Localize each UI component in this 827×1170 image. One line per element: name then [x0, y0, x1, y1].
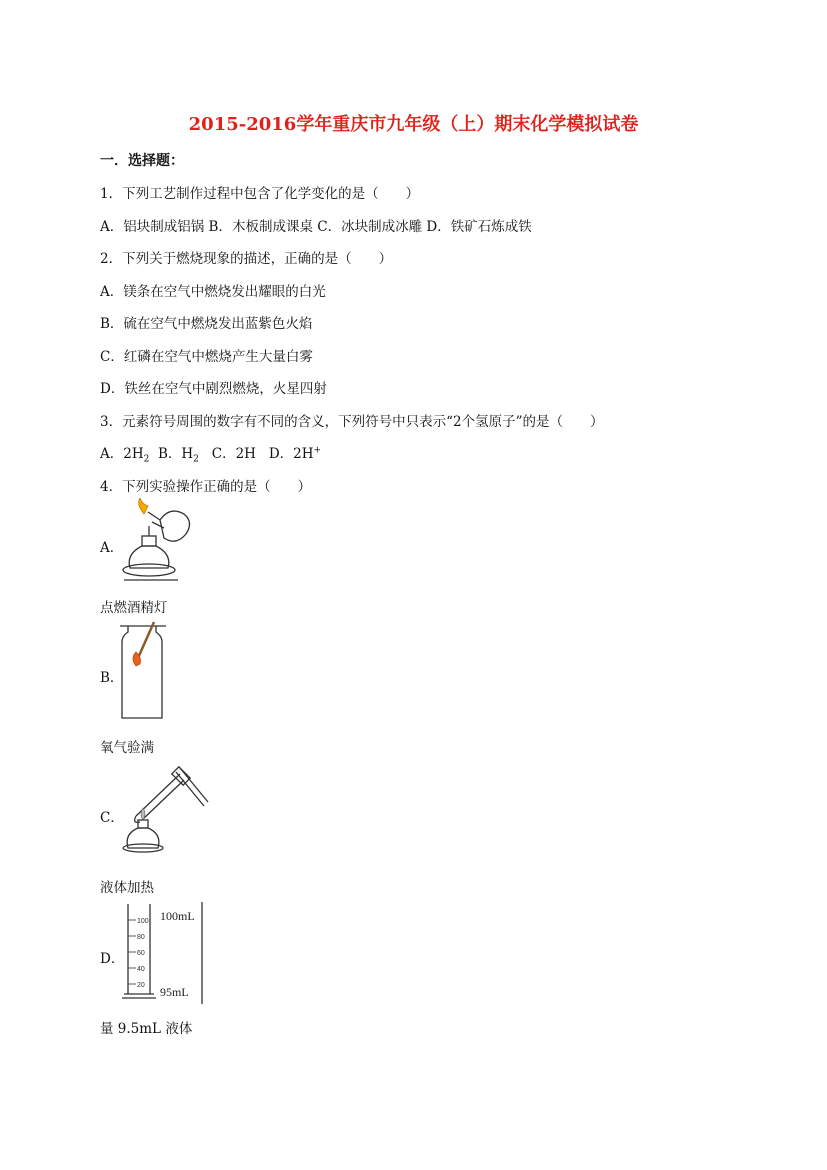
q3-a-formula: 2H: [123, 446, 144, 462]
q2-option-d: D．铁丝在空气中剧烈燃烧，火星四射: [100, 381, 327, 397]
cylinder-tick-100: 100: [137, 918, 149, 925]
q3-b-formula: H: [181, 446, 194, 462]
q3-options: [100, 442, 321, 465]
q4-b-caption: 氧气验满: [100, 740, 154, 756]
oxygen-test-figure: [118, 620, 168, 720]
q3-c: C．2H: [211, 446, 256, 462]
q4-d-caption: 量 9.5mL 液体: [100, 1021, 193, 1037]
q2-option-a: A．镁条在空气中燃烧发出耀眼的白光: [100, 284, 326, 300]
alcohol-lamp-lighting-figure: [118, 498, 196, 584]
q1-stem: 1．下列工艺制作过程中包含了化学变化的是（ ）: [100, 186, 420, 202]
cylinder-label-95ml: 95mL: [160, 985, 189, 999]
cylinder-tick-80: 80: [137, 934, 145, 941]
q4-stem: 4．下列实验操作正确的是（ ）: [100, 479, 312, 495]
q4-c-label: C．: [100, 810, 124, 826]
q3-b-subscript: 2: [193, 454, 199, 465]
q3-a-label: A．: [100, 446, 124, 462]
cylinder-label-100ml: 100mL: [160, 909, 195, 923]
q3-a-subscript: 2: [143, 454, 150, 465]
q4-c-caption: 液体加热: [100, 880, 154, 896]
cylinder-tick-40: 40: [137, 966, 145, 973]
cylinder-tick-60: 60: [137, 950, 145, 957]
q2-stem: 2．下列关于燃烧现象的描述，正确的是（ ）: [100, 251, 393, 267]
q1-options: A．铝块制成铝锅 B．木板制成课桌 C．冰块制成冰雕 D．铁矿石炼成铁: [100, 219, 532, 235]
section-heading: 一．选择题：: [100, 153, 184, 169]
q3-d-label: D．: [268, 446, 294, 462]
cylinder-tick-20: 20: [137, 982, 145, 989]
q2-option-c: C．红磷在空气中燃烧产生大量白雾: [100, 349, 313, 365]
q4-b-label: B．: [100, 670, 124, 686]
liquid-heating-figure: [118, 760, 214, 856]
q4-a-label: A．: [100, 540, 124, 556]
page-title: 2015-2016学年重庆市九年级（上）期末化学模拟试卷: [188, 114, 639, 135]
q3-b-label: B．: [157, 446, 182, 462]
q3-d-formula: 2H: [293, 446, 314, 462]
q4-d-label: D．: [100, 951, 125, 967]
q2-option-b: B．硫在空气中燃烧发出蓝紫色火焰: [100, 316, 313, 332]
q3-stem: 3．元素符号周围的数字有不同的含义，下列符号中只表示“2个氢原子”的是（ ）: [100, 414, 604, 430]
q3-d-superscript: +: [313, 445, 322, 456]
q4-a-caption: 点燃酒精灯: [100, 600, 168, 616]
graduated-cylinder-figure: [120, 900, 210, 1004]
